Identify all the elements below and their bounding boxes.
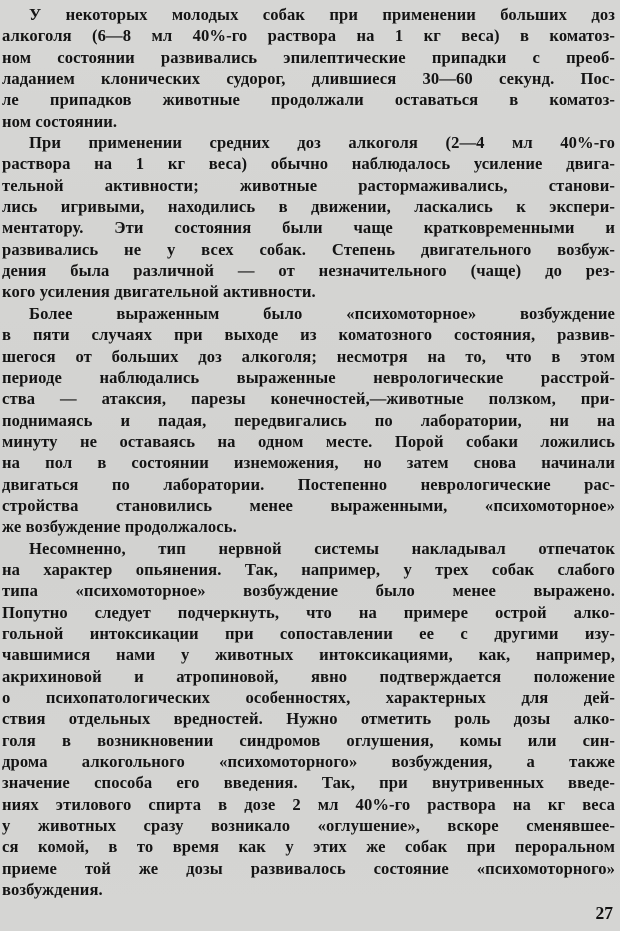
text-line: раствора на 1 кг веса) обычно наблюдалось усиление двига- [2,154,615,174]
paragraph [2,132,615,303]
text-line: ства — атаксия, парезы конечностей,—животные ползком, при- [2,389,615,409]
text-line: типа «психомоторное» возбуждение было менее выражено. [2,581,615,601]
text-line: акрихиновой и атропиновой, явно подтверждается положение [2,666,615,686]
text-line: голя в возникновении синдромов оглушения, комы или син- [2,730,615,750]
text-line: алкоголя (6—8 мл 40%-го раствора на 1 кг веса) в коматоз- [2,26,615,46]
paragraph [2,538,615,901]
text-line: дрома алкогольного «психомоторного» возбуждения, а также [2,752,615,772]
text-line: шегося от больших доз алкоголя; несмотря на то, что в этом [2,346,615,366]
text-line: лись игривыми, находились в движении, ласкались к экспери- [2,197,615,217]
text-line: ном состоянии. [2,111,118,131]
text-line: возбуждения. [2,880,103,900]
text-line: значение способа его введения. Так, при внутривенных введе- [2,773,615,793]
text-line: ментатору. Эти состояния были чаще кратковременными и [2,218,615,238]
text-line: в пяти случаях при выходе из коматозного состояния, развив- [2,325,615,345]
text-line: периоде наблюдались выраженные неврологические расстрой- [2,367,615,387]
text-line: ниях этилового спирта в дозе 2 мл 40%-го раствора на кг веса [2,794,615,814]
text-line: ладанием клонических судорог, длившиеся 30—60 секунд. Пос- [2,69,615,89]
paragraph [2,4,615,132]
text-line: поднимаясь и падая, передвигались по лаборатории, ни на [2,410,615,430]
text-line: Более выраженным было «психомоторное» возбуждение [29,303,615,323]
text-line: развивались не у всех собак. Степень двигательного возбуж- [2,239,615,259]
text-line: Попутно следует подчеркнуть, что на примере острой алко- [2,602,615,622]
text-line: минуту не оставаясь на одном месте. Порой собаки ложились [2,431,615,451]
text-line: дения была различной — от незначительного (чаще) до рез- [2,261,615,281]
page-number: 27 [595,903,613,923]
text-line: У некоторых молодых собак при применении больших доз [29,5,615,24]
text-line: ся комой, в то время как у этих же собак при пероральном [2,837,615,857]
text-line: ствия отдельных вредностей. Нужно отметить роль дозы алко- [2,709,615,729]
text-line: ле припадков животные продолжали оставаться в коматоз- [2,90,615,110]
text-line: тельной активности; животные растормаживались, станови- [2,175,615,195]
text-line: о психопатологических особенностях, характерных для дей- [2,688,615,707]
text-line: на пол в состоянии изнеможения, но затем снова начинали [2,453,615,473]
text-line: стройства становились менее выраженными, «психомоторное» [2,495,615,515]
page-text [2,4,615,900]
text-line: гольной интоксикации при сопоставлении ее с другими изу- [2,623,615,643]
text-line: приеме той же дозы развивалось состояние «психомоторного» [2,858,615,878]
text-line: двигаться по лаборатории. Постепенно неврологические рас- [2,474,615,494]
text-line: же возбуждение продолжалось. [2,517,237,537]
text-line: Несомненно, тип нервной системы накладывал отпечаток [29,538,615,558]
text-line: ном состоянии развивались эпилептические припадки с преоб- [2,47,615,67]
paragraph [2,303,615,538]
text-line: на характер опьянения. Так, например, у трех собак слабого [2,559,615,579]
text-line: кого усиления двигательной активности. [2,282,316,302]
text-line: чавшимися нами у животных интоксикациями, как, например, [2,645,615,665]
text-line: у животных сразу возникало «оглушение», вскоре сменявшее- [2,816,615,836]
text-line: При применении средних доз алкоголя (2—4 мл 40%-го [29,133,615,153]
